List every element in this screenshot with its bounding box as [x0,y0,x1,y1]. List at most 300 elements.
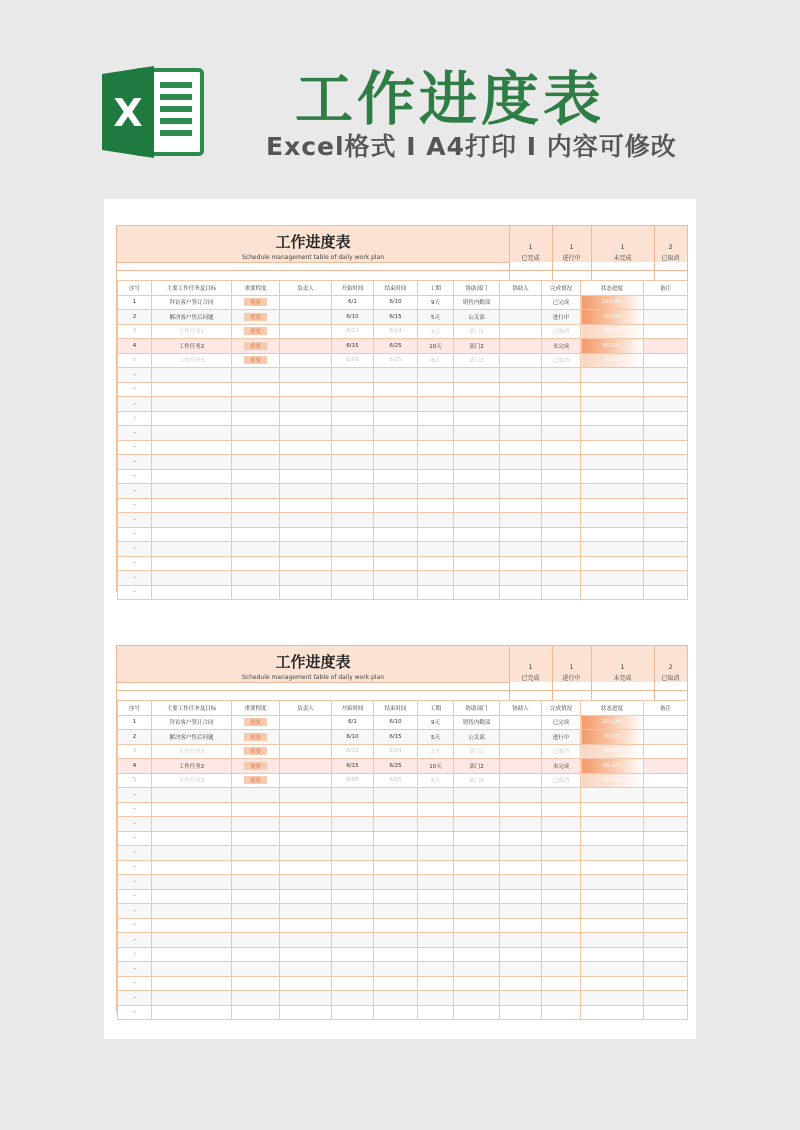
cell-end-time[interactable]: 6/14 [374,324,418,339]
cell-owner[interactable] [280,918,332,933]
cell-progress[interactable] [581,875,644,890]
cell-duration[interactable] [418,889,454,904]
cell-status[interactable] [542,571,581,586]
cell-status[interactable] [542,875,581,890]
cell-assist-dept[interactable] [454,817,500,832]
cell-assistant[interactable] [500,411,542,426]
cell-task[interactable] [152,440,232,455]
cell-row-number[interactable]: 5 [118,773,152,788]
cell-assist-dept[interactable] [454,411,500,426]
cell-row-number[interactable]: - [118,513,152,528]
cell-start-time[interactable] [332,962,374,977]
cell-progress[interactable] [581,498,644,513]
cell-row-number[interactable]: - [118,527,152,542]
cell-task[interactable] [152,542,232,557]
cell-row-number[interactable]: - [118,788,152,803]
cell-note[interactable] [644,455,688,470]
cell-assist-dept[interactable] [454,382,500,397]
cell-note[interactable] [644,933,688,948]
cell-status[interactable] [542,585,581,600]
cell-end-time[interactable] [374,484,418,499]
cell-importance[interactable] [232,498,280,513]
cell-row-number[interactable]: - [118,817,152,832]
cell-importance[interactable] [232,295,280,310]
cell-status[interactable] [542,382,581,397]
cell-progress[interactable] [581,947,644,962]
cell-note[interactable] [644,469,688,484]
cell-start-time[interactable] [332,991,374,1006]
cell-end-time[interactable]: 6/14 [374,744,418,759]
cell-duration[interactable]: 8天 [418,353,454,368]
cell-status[interactable] [542,498,581,513]
cell-status[interactable] [542,933,581,948]
cell-status[interactable] [542,889,581,904]
cell-progress[interactable]: 89.0% [581,339,644,354]
cell-owner[interactable] [280,831,332,846]
cell-end-time[interactable] [374,542,418,557]
cell-status[interactable] [542,947,581,962]
cell-progress[interactable] [581,527,644,542]
cell-status[interactable] [542,962,581,977]
cell-row-number[interactable]: - [118,933,152,948]
cell-progress[interactable] [581,962,644,977]
cell-owner[interactable] [280,513,332,528]
cell-status[interactable] [542,556,581,571]
cell-duration[interactable] [418,455,454,470]
cell-end-time[interactable] [374,556,418,571]
cell-progress[interactable] [581,556,644,571]
cell-task[interactable]: 工作任务1 [152,324,232,339]
cell-importance[interactable] [232,484,280,499]
cell-start-time[interactable] [332,527,374,542]
cell-assistant[interactable] [500,542,542,557]
cell-owner[interactable] [280,759,332,774]
cell-duration[interactable]: 9天 [418,715,454,730]
cell-assistant[interactable] [500,556,542,571]
cell-task[interactable] [152,571,232,586]
cell-note[interactable] [644,759,688,774]
cell-note[interactable] [644,817,688,832]
cell-assist-dept[interactable]: 公关部 [454,730,500,745]
cell-duration[interactable]: 8天 [418,773,454,788]
cell-owner[interactable] [280,411,332,426]
cell-owner[interactable] [280,875,332,890]
cell-importance[interactable] [232,426,280,441]
cell-status[interactable]: 已完成 [542,715,581,730]
cell-note[interactable] [644,773,688,788]
cell-status[interactable] [542,411,581,426]
cell-note[interactable] [644,397,688,412]
cell-assistant[interactable] [500,846,542,861]
cell-assist-dept[interactable] [454,556,500,571]
cell-status[interactable] [542,904,581,919]
cell-owner[interactable] [280,397,332,412]
cell-assistant[interactable] [500,585,542,600]
cell-duration[interactable] [418,484,454,499]
cell-status[interactable] [542,469,581,484]
cell-end-time[interactable] [374,962,418,977]
cell-task[interactable] [152,976,232,991]
cell-assistant[interactable] [500,469,542,484]
cell-task[interactable] [152,962,232,977]
cell-note[interactable] [644,802,688,817]
cell-task[interactable] [152,426,232,441]
cell-assistant[interactable] [500,440,542,455]
cell-note[interactable] [644,585,688,600]
cell-note[interactable] [644,368,688,383]
cell-end-time[interactable] [374,976,418,991]
cell-note[interactable] [644,513,688,528]
cell-row-number[interactable]: - [118,585,152,600]
cell-task[interactable] [152,904,232,919]
cell-note[interactable] [644,991,688,1006]
cell-importance[interactable] [232,976,280,991]
cell-owner[interactable] [280,744,332,759]
cell-assist-dept[interactable] [454,802,500,817]
cell-assist-dept[interactable] [454,918,500,933]
cell-end-time[interactable]: 6/15 [374,730,418,745]
cell-duration[interactable]: 2天 [418,324,454,339]
cell-owner[interactable] [280,991,332,1006]
cell-row-number[interactable]: - [118,411,152,426]
cell-duration[interactable] [418,368,454,383]
cell-progress[interactable]: 60.0% [581,773,644,788]
cell-start-time[interactable] [332,788,374,803]
cell-assistant[interactable] [500,744,542,759]
cell-owner[interactable] [280,469,332,484]
cell-assistant[interactable] [500,310,542,325]
cell-owner[interactable] [280,846,332,861]
cell-end-time[interactable]: 6/25 [374,759,418,774]
cell-start-time[interactable] [332,542,374,557]
cell-status[interactable]: 未完成 [542,339,581,354]
cell-start-time[interactable] [332,411,374,426]
cell-row-number[interactable]: - [118,831,152,846]
cell-owner[interactable] [280,571,332,586]
cell-assist-dept[interactable] [454,368,500,383]
cell-start-time[interactable] [332,817,374,832]
cell-row-number[interactable]: - [118,889,152,904]
cell-note[interactable] [644,295,688,310]
cell-importance[interactable] [232,440,280,455]
cell-progress[interactable] [581,585,644,600]
cell-importance[interactable] [232,339,280,354]
cell-row-number[interactable]: - [118,440,152,455]
cell-duration[interactable] [418,904,454,919]
cell-row-number[interactable]: - [118,498,152,513]
cell-importance[interactable] [232,817,280,832]
cell-assist-dept[interactable]: 销售内勤部 [454,295,500,310]
cell-task[interactable] [152,527,232,542]
cell-importance[interactable] [232,455,280,470]
cell-importance[interactable] [232,947,280,962]
cell-duration[interactable] [418,947,454,962]
cell-end-time[interactable] [374,397,418,412]
cell-row-number[interactable]: - [118,962,152,977]
cell-progress[interactable] [581,831,644,846]
cell-assist-dept[interactable] [454,933,500,948]
cell-task[interactable] [152,455,232,470]
cell-owner[interactable] [280,904,332,919]
cell-assistant[interactable] [500,802,542,817]
cell-status[interactable] [542,831,581,846]
cell-owner[interactable] [280,353,332,368]
cell-importance[interactable] [232,585,280,600]
cell-progress[interactable]: 40.0% [581,324,644,339]
cell-progress[interactable] [581,571,644,586]
cell-importance[interactable] [232,397,280,412]
cell-row-number[interactable]: - [118,571,152,586]
cell-assist-dept[interactable] [454,976,500,991]
cell-row-number[interactable]: - [118,904,152,919]
cell-row-number[interactable]: - [118,426,152,441]
cell-note[interactable] [644,788,688,803]
cell-progress[interactable] [581,860,644,875]
cell-start-time[interactable] [332,513,374,528]
cell-owner[interactable] [280,585,332,600]
cell-duration[interactable] [418,397,454,412]
cell-assist-dept[interactable]: 部门2 [454,759,500,774]
cell-assist-dept[interactable] [454,991,500,1006]
cell-importance[interactable] [232,875,280,890]
cell-duration[interactable] [418,976,454,991]
cell-progress[interactable]: 100.0% [581,295,644,310]
cell-owner[interactable] [280,773,332,788]
cell-assist-dept[interactable]: 销售内勤部 [454,715,500,730]
cell-task[interactable] [152,933,232,948]
cell-importance[interactable] [232,991,280,1006]
cell-duration[interactable]: 5天 [418,730,454,745]
cell-end-time[interactable]: 6/25 [374,339,418,354]
cell-status[interactable] [542,440,581,455]
cell-end-time[interactable]: 6/10 [374,715,418,730]
cell-task[interactable] [152,556,232,571]
cell-status[interactable] [542,397,581,412]
cell-end-time[interactable] [374,889,418,904]
cell-task[interactable]: 工作任务2 [152,759,232,774]
cell-start-time[interactable] [332,875,374,890]
cell-note[interactable] [644,904,688,919]
cell-assistant[interactable] [500,788,542,803]
cell-note[interactable] [644,527,688,542]
cell-start-time[interactable] [332,831,374,846]
cell-end-time[interactable] [374,904,418,919]
cell-assist-dept[interactable]: 公关部 [454,310,500,325]
cell-owner[interactable] [280,498,332,513]
cell-row-number[interactable]: 1 [118,715,152,730]
cell-progress[interactable] [581,933,644,948]
cell-start-time[interactable]: 6/1 [332,715,374,730]
cell-end-time[interactable] [374,1005,418,1020]
cell-assistant[interactable] [500,817,542,832]
cell-row-number[interactable]: 2 [118,730,152,745]
cell-note[interactable] [644,571,688,586]
cell-status[interactable] [542,455,581,470]
cell-assist-dept[interactable]: 部门3 [454,353,500,368]
cell-end-time[interactable]: 6/25 [374,353,418,368]
cell-note[interactable] [644,542,688,557]
cell-duration[interactable] [418,831,454,846]
cell-progress[interactable] [581,918,644,933]
cell-end-time[interactable] [374,875,418,890]
cell-assistant[interactable] [500,715,542,730]
cell-end-time[interactable] [374,469,418,484]
cell-task[interactable] [152,498,232,513]
cell-importance[interactable] [232,469,280,484]
cell-assist-dept[interactable] [454,397,500,412]
cell-importance[interactable] [232,962,280,977]
cell-row-number[interactable]: - [118,802,152,817]
cell-note[interactable] [644,730,688,745]
cell-status[interactable] [542,484,581,499]
cell-owner[interactable] [280,962,332,977]
cell-end-time[interactable] [374,991,418,1006]
cell-owner[interactable] [280,730,332,745]
cell-owner[interactable] [280,382,332,397]
cell-owner[interactable] [280,933,332,948]
cell-note[interactable] [644,715,688,730]
cell-row-number[interactable]: - [118,556,152,571]
cell-importance[interactable] [232,310,280,325]
cell-assistant[interactable] [500,860,542,875]
cell-assist-dept[interactable]: 部门2 [454,339,500,354]
cell-note[interactable] [644,976,688,991]
cell-task[interactable] [152,513,232,528]
cell-progress[interactable] [581,976,644,991]
cell-row-number[interactable]: - [118,976,152,991]
cell-duration[interactable]: 10天 [418,759,454,774]
cell-assist-dept[interactable] [454,875,500,890]
cell-note[interactable] [644,382,688,397]
cell-start-time[interactable] [332,469,374,484]
cell-progress[interactable] [581,904,644,919]
cell-progress[interactable] [581,469,644,484]
cell-assist-dept[interactable] [454,455,500,470]
cell-note[interactable] [644,918,688,933]
cell-owner[interactable] [280,310,332,325]
cell-owner[interactable] [280,715,332,730]
cell-duration[interactable]: 2天 [418,744,454,759]
cell-importance[interactable] [232,889,280,904]
cell-assist-dept[interactable] [454,889,500,904]
cell-note[interactable] [644,324,688,339]
cell-assist-dept[interactable]: 部门3 [454,773,500,788]
cell-task[interactable]: 工作任务2 [152,339,232,354]
cell-task[interactable] [152,382,232,397]
cell-progress[interactable]: 70.0% [581,310,644,325]
cell-start-time[interactable] [332,1005,374,1020]
cell-end-time[interactable] [374,411,418,426]
cell-assistant[interactable] [500,455,542,470]
cell-end-time[interactable]: 6/25 [374,773,418,788]
cell-assistant[interactable] [500,426,542,441]
cell-start-time[interactable] [332,933,374,948]
cell-end-time[interactable] [374,498,418,513]
cell-progress[interactable] [581,1005,644,1020]
cell-start-time[interactable]: 6/10 [332,310,374,325]
cell-assistant[interactable] [500,730,542,745]
cell-status[interactable] [542,1005,581,1020]
cell-assist-dept[interactable] [454,484,500,499]
cell-task[interactable]: 解决客户售后问题 [152,310,232,325]
cell-importance[interactable] [232,368,280,383]
cell-start-time[interactable] [332,976,374,991]
cell-note[interactable] [644,411,688,426]
cell-end-time[interactable] [374,846,418,861]
cell-task[interactable] [152,802,232,817]
cell-task[interactable] [152,846,232,861]
cell-assistant[interactable] [500,991,542,1006]
cell-start-time[interactable] [332,860,374,875]
cell-task[interactable] [152,788,232,803]
cell-status[interactable] [542,513,581,528]
cell-start-time[interactable] [332,368,374,383]
cell-importance[interactable] [232,571,280,586]
cell-progress[interactable] [581,426,644,441]
cell-importance[interactable] [232,759,280,774]
cell-assistant[interactable] [500,498,542,513]
cell-note[interactable] [644,339,688,354]
cell-assist-dept[interactable] [454,542,500,557]
cell-importance[interactable] [232,1005,280,1020]
cell-owner[interactable] [280,484,332,499]
cell-importance[interactable] [232,542,280,557]
cell-owner[interactable] [280,860,332,875]
cell-assistant[interactable] [500,889,542,904]
cell-task[interactable] [152,469,232,484]
cell-assist-dept[interactable] [454,904,500,919]
cell-note[interactable] [644,831,688,846]
cell-task[interactable] [152,368,232,383]
cell-start-time[interactable] [332,382,374,397]
cell-progress[interactable] [581,513,644,528]
cell-row-number[interactable]: - [118,469,152,484]
cell-assist-dept[interactable]: 部门1 [454,744,500,759]
cell-importance[interactable] [232,513,280,528]
cell-progress[interactable] [581,440,644,455]
cell-importance[interactable] [232,382,280,397]
cell-duration[interactable] [418,542,454,557]
cell-progress[interactable] [581,484,644,499]
cell-task[interactable] [152,411,232,426]
cell-row-number[interactable]: 2 [118,310,152,325]
cell-assistant[interactable] [500,397,542,412]
cell-row-number[interactable]: - [118,455,152,470]
cell-progress[interactable]: 70.0% [581,730,644,745]
cell-owner[interactable] [280,295,332,310]
cell-assistant[interactable] [500,513,542,528]
cell-row-number[interactable]: - [118,918,152,933]
cell-note[interactable] [644,947,688,962]
cell-assist-dept[interactable] [454,1005,500,1020]
cell-assist-dept[interactable] [454,831,500,846]
cell-assistant[interactable] [500,295,542,310]
cell-task[interactable] [152,875,232,890]
cell-progress[interactable] [581,382,644,397]
cell-row-number[interactable]: 4 [118,339,152,354]
cell-duration[interactable] [418,933,454,948]
cell-start-time[interactable] [332,846,374,861]
cell-assistant[interactable] [500,831,542,846]
cell-task[interactable] [152,1005,232,1020]
cell-assist-dept[interactable] [454,788,500,803]
cell-status[interactable] [542,846,581,861]
cell-start-time[interactable] [332,397,374,412]
cell-start-time[interactable]: 6/15 [332,759,374,774]
cell-task[interactable]: 工作任务3 [152,353,232,368]
cell-task[interactable] [152,918,232,933]
cell-end-time[interactable] [374,426,418,441]
